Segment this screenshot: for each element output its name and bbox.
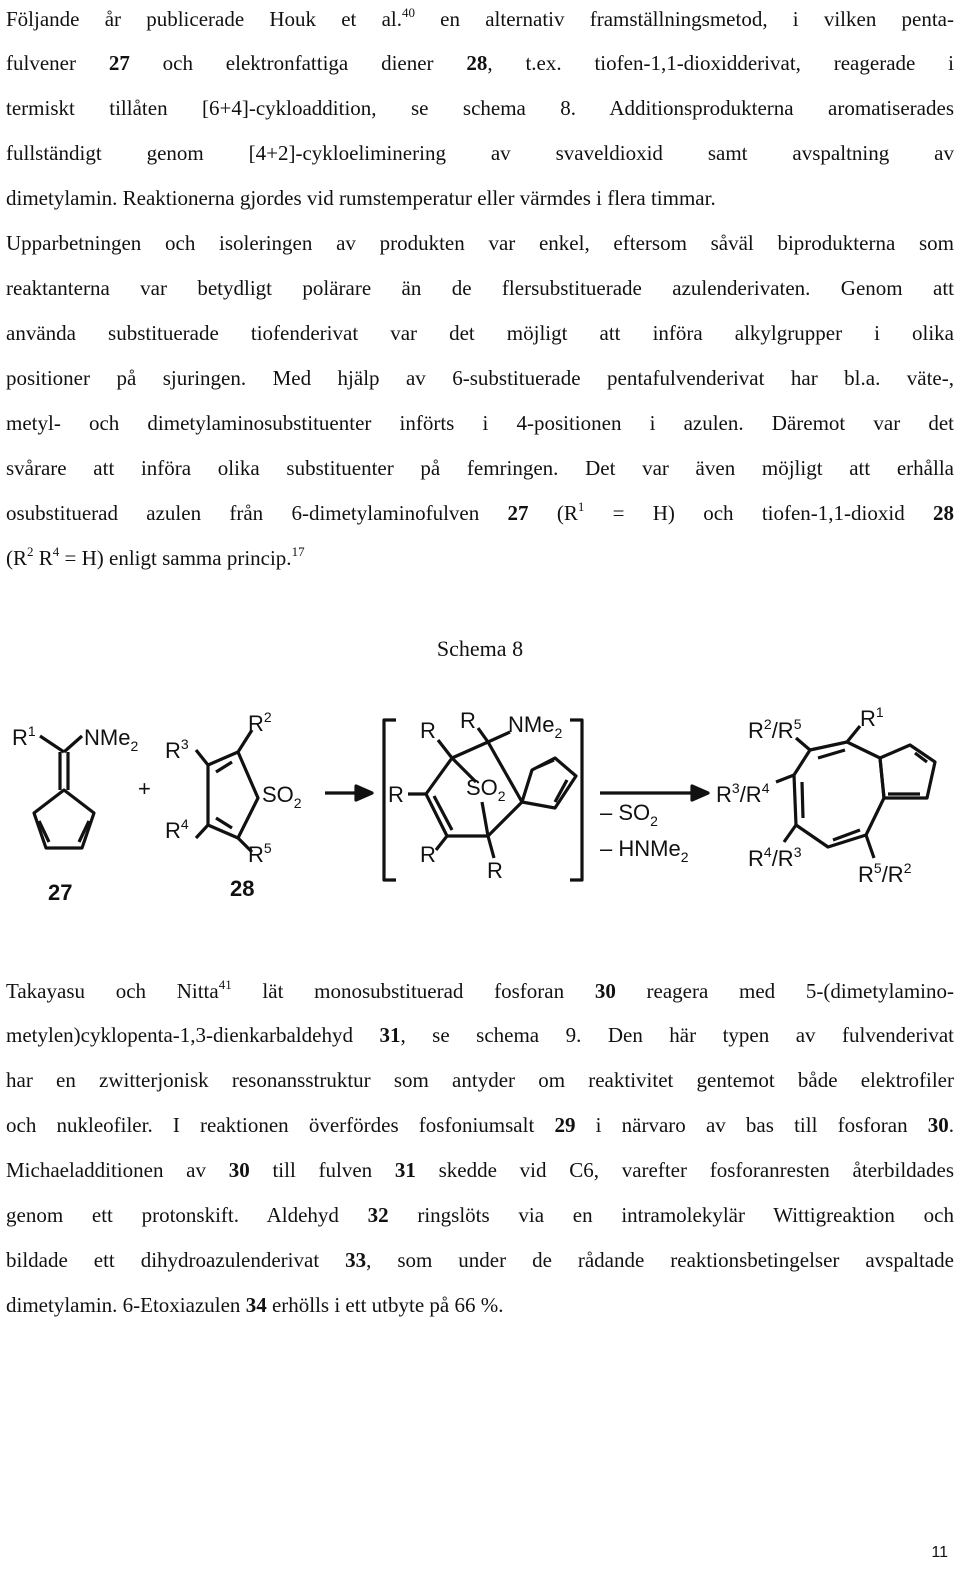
- text-line: [6, 1155, 954, 1185]
- text-run: metyl- och dimetylaminosubstituenter införts i 4-positionen i azulen. Däremot var det: [6, 411, 954, 435]
- azulene-product-structure: [776, 726, 935, 858]
- superscript-ref: 40: [401, 5, 415, 20]
- text-run: reaktanterna var betydligt polärare än de flersubstituerade azulenderivaten. Genom att: [6, 276, 954, 300]
- text-run: dimetylamin. Reaktionerna gjordes vid rumstemperatur eller värmdes i flera timmar.: [6, 186, 716, 210]
- seven-membered-ring: [794, 742, 884, 847]
- compound-number: 34: [245, 1293, 267, 1317]
- superscript-ref: 1: [577, 499, 585, 514]
- compound-number: 28: [933, 501, 954, 525]
- text-line: [6, 543, 954, 573]
- text-run: fulvener: [6, 51, 109, 75]
- label-r1: $R^1$: [12, 723, 36, 750]
- reaction-arrow-1: [325, 786, 372, 800]
- superscript-ref: 4: [52, 544, 60, 559]
- int-label-so2: $SO_2$: [466, 775, 506, 804]
- product-label-r3-r4: $R^3/R^4$: [716, 780, 770, 807]
- text-run: till fulven: [249, 1158, 395, 1182]
- thiophene-dioxide-28-structure: [196, 730, 258, 852]
- compound-number: 30: [228, 1158, 250, 1182]
- text-run: Följande år publicerade Houk et al.: [6, 7, 402, 31]
- superscript-ref: 2: [27, 544, 34, 559]
- label-nme2: NMe$_2$: [84, 725, 139, 754]
- text-run: , t.ex. tiofen-1,1-dioxidderivat, reagerade i: [487, 51, 954, 75]
- text-run: och nukleofiler. I reaktionen överfördes fosfoniumsalt: [6, 1113, 555, 1137]
- page-number: 11: [931, 1544, 948, 1561]
- text-run: bildade ett dihydroazulenderivat: [6, 1248, 346, 1272]
- r1-bond: [40, 736, 64, 752]
- ring-double-bond: [216, 762, 232, 772]
- text-run: metylen)cyklopenta-1,3-dienkarbaldehyd: [6, 1023, 380, 1047]
- text-run: Upparbetningen och isoleringen av produkten var enkel, eftersom såväl biprodukterna som: [6, 231, 954, 255]
- text-run: har en zwitterjonisk resonansstruktur som antyder om reaktivitet gentemot både elektrofiler: [6, 1068, 954, 1092]
- r3-bond: [196, 750, 208, 765]
- text-run: fullständigt genom [4+2]-cykloeliminering av svaveldioxid samt avspaltning av: [6, 141, 954, 165]
- product-label-r2-r5: $R^2/R^5$: [748, 716, 802, 743]
- text-run: = H) och tiofen-1,1-dioxid: [584, 501, 933, 525]
- text-run: (R: [6, 546, 27, 570]
- text-run: R: [33, 546, 53, 570]
- text-run: svårare att införa olika substituenter på femringen. Det var även möjligt att erhålla: [6, 456, 954, 480]
- text-line: [6, 4, 954, 34]
- compound-number: 33: [345, 1248, 367, 1272]
- product-label-r5-r2: $R^5/R^2$: [858, 860, 912, 887]
- text-line: [6, 1110, 954, 1140]
- compound-number: 27: [108, 51, 130, 75]
- compound-number: 29: [554, 1113, 576, 1137]
- text-line: [6, 48, 954, 78]
- compound-number: 31: [394, 1158, 416, 1182]
- thiophene-ring: [208, 752, 258, 838]
- text-run: i närvaro av bas till fosforan: [575, 1113, 928, 1137]
- text-line: [6, 1245, 954, 1275]
- fulvene-27-structure: [34, 736, 94, 848]
- compound-number: 28: [466, 51, 488, 75]
- int-label-nme2: NMe$_2$: [508, 712, 563, 741]
- text-line: [6, 408, 954, 438]
- int-label-r: R: [487, 858, 503, 883]
- text-line: [6, 228, 954, 258]
- r4-bond: [196, 825, 208, 838]
- text-run: Michaeladditionen av: [6, 1158, 229, 1182]
- compound-number: 30: [594, 979, 616, 1003]
- text-line: [6, 1200, 954, 1230]
- label-r5: $R^5$: [248, 840, 272, 867]
- schema-title: Schema 8: [436, 636, 524, 661]
- text-run: .: [948, 1113, 954, 1137]
- product-label-r4-r3: $R^4/R^3$: [748, 844, 802, 871]
- compound-number: 27: [507, 501, 529, 525]
- reaction-arrow-2: [600, 786, 708, 800]
- int-label-r: R: [420, 842, 436, 867]
- text-line: [6, 976, 954, 1006]
- text-line: [6, 318, 954, 348]
- text-run: erhölls i ett utbyte på 66 %.: [266, 1293, 504, 1317]
- text-line: [6, 498, 954, 528]
- text-run: Takayasu och Nitta: [6, 979, 219, 1003]
- label-r2: $R^2$: [248, 709, 272, 736]
- text-run: lät monosubstituerad fosforan: [231, 979, 595, 1003]
- so2-bridge-bond: [482, 802, 488, 836]
- text-run: , se schema 9. Den här typen av fulvenderivat: [400, 1023, 954, 1047]
- text-run: och elektronfattiga diener: [129, 51, 467, 75]
- compound-number: 30: [927, 1113, 949, 1137]
- text-run: skedde vid C6, varefter fosforanresten återbildades: [415, 1158, 954, 1182]
- text-run: ringslöts via en intramolekylär Wittigreaktion och: [388, 1203, 954, 1227]
- text-run: reagera med 5-(dimetylamino-: [615, 979, 954, 1003]
- text-run: genom ett protonskift. Aldehyd: [6, 1203, 368, 1227]
- nme2-bond: [64, 736, 82, 752]
- five-membered-ring: [880, 745, 935, 798]
- label-r3: $R^3$: [165, 736, 189, 763]
- text-line: [6, 363, 954, 393]
- cyclopentadiene-ring: [34, 790, 94, 848]
- text-run: termiskt tillåten [6+4]-cykloaddition, se schema 8. Additionsprodukterna aromatiserades: [6, 96, 954, 120]
- int-label-r: R: [420, 718, 436, 743]
- text-run: osubstituerad azulen från 6-dimetylaminofulven: [6, 501, 508, 525]
- text-run: använda substituerade tiofenderivat var det möjligt att införa alkylgrupper i olika: [6, 321, 954, 345]
- text-line: [6, 183, 954, 213]
- text-line: [6, 1020, 954, 1050]
- text-line: [6, 93, 954, 123]
- label-r4: $R^4$: [165, 816, 189, 843]
- compound-label-28: 28: [230, 876, 255, 901]
- compound-number: 31: [379, 1023, 401, 1047]
- text-line: [6, 1065, 954, 1095]
- text-line: [6, 138, 954, 168]
- byproduct-hnme2: – HNMe$_2$: [600, 836, 689, 865]
- text-run: (R: [528, 501, 578, 525]
- label-so2: $SO_2$: [262, 782, 302, 811]
- text-line: [6, 1290, 954, 1320]
- byproduct-so2: – $SO_2$: [600, 800, 658, 829]
- right-bracket: [570, 720, 582, 880]
- int-label-r: R: [388, 782, 404, 807]
- ring-double-bond: [216, 818, 232, 828]
- int-label-r: R: [460, 708, 476, 733]
- text-run: positioner på sjuringen. Med hjälp av 6-substituerade pentafulvenderivat har bl.a. väte-,: [6, 366, 954, 390]
- text-line: [6, 453, 954, 483]
- compound-number: 32: [367, 1203, 389, 1227]
- superscript-ref: 41: [218, 977, 232, 992]
- text-line: [6, 273, 954, 303]
- superscript-ref: 17: [291, 544, 305, 559]
- text-run: dimetylamin. 6-Etoxiazulen: [6, 1293, 246, 1317]
- product-label-r1: $R^1$: [860, 704, 884, 731]
- text-run: en alternativ framställningsmetod, i vilken penta-: [414, 7, 954, 31]
- compound-label-27: 27: [48, 880, 73, 905]
- text-run: = H) enligt samma princip.: [59, 546, 292, 570]
- plus-sign: +: [138, 776, 151, 801]
- text-run: , som under de rådande reaktionsbetingelser avspaltade: [366, 1248, 954, 1272]
- reaction-scheme: [0, 690, 960, 920]
